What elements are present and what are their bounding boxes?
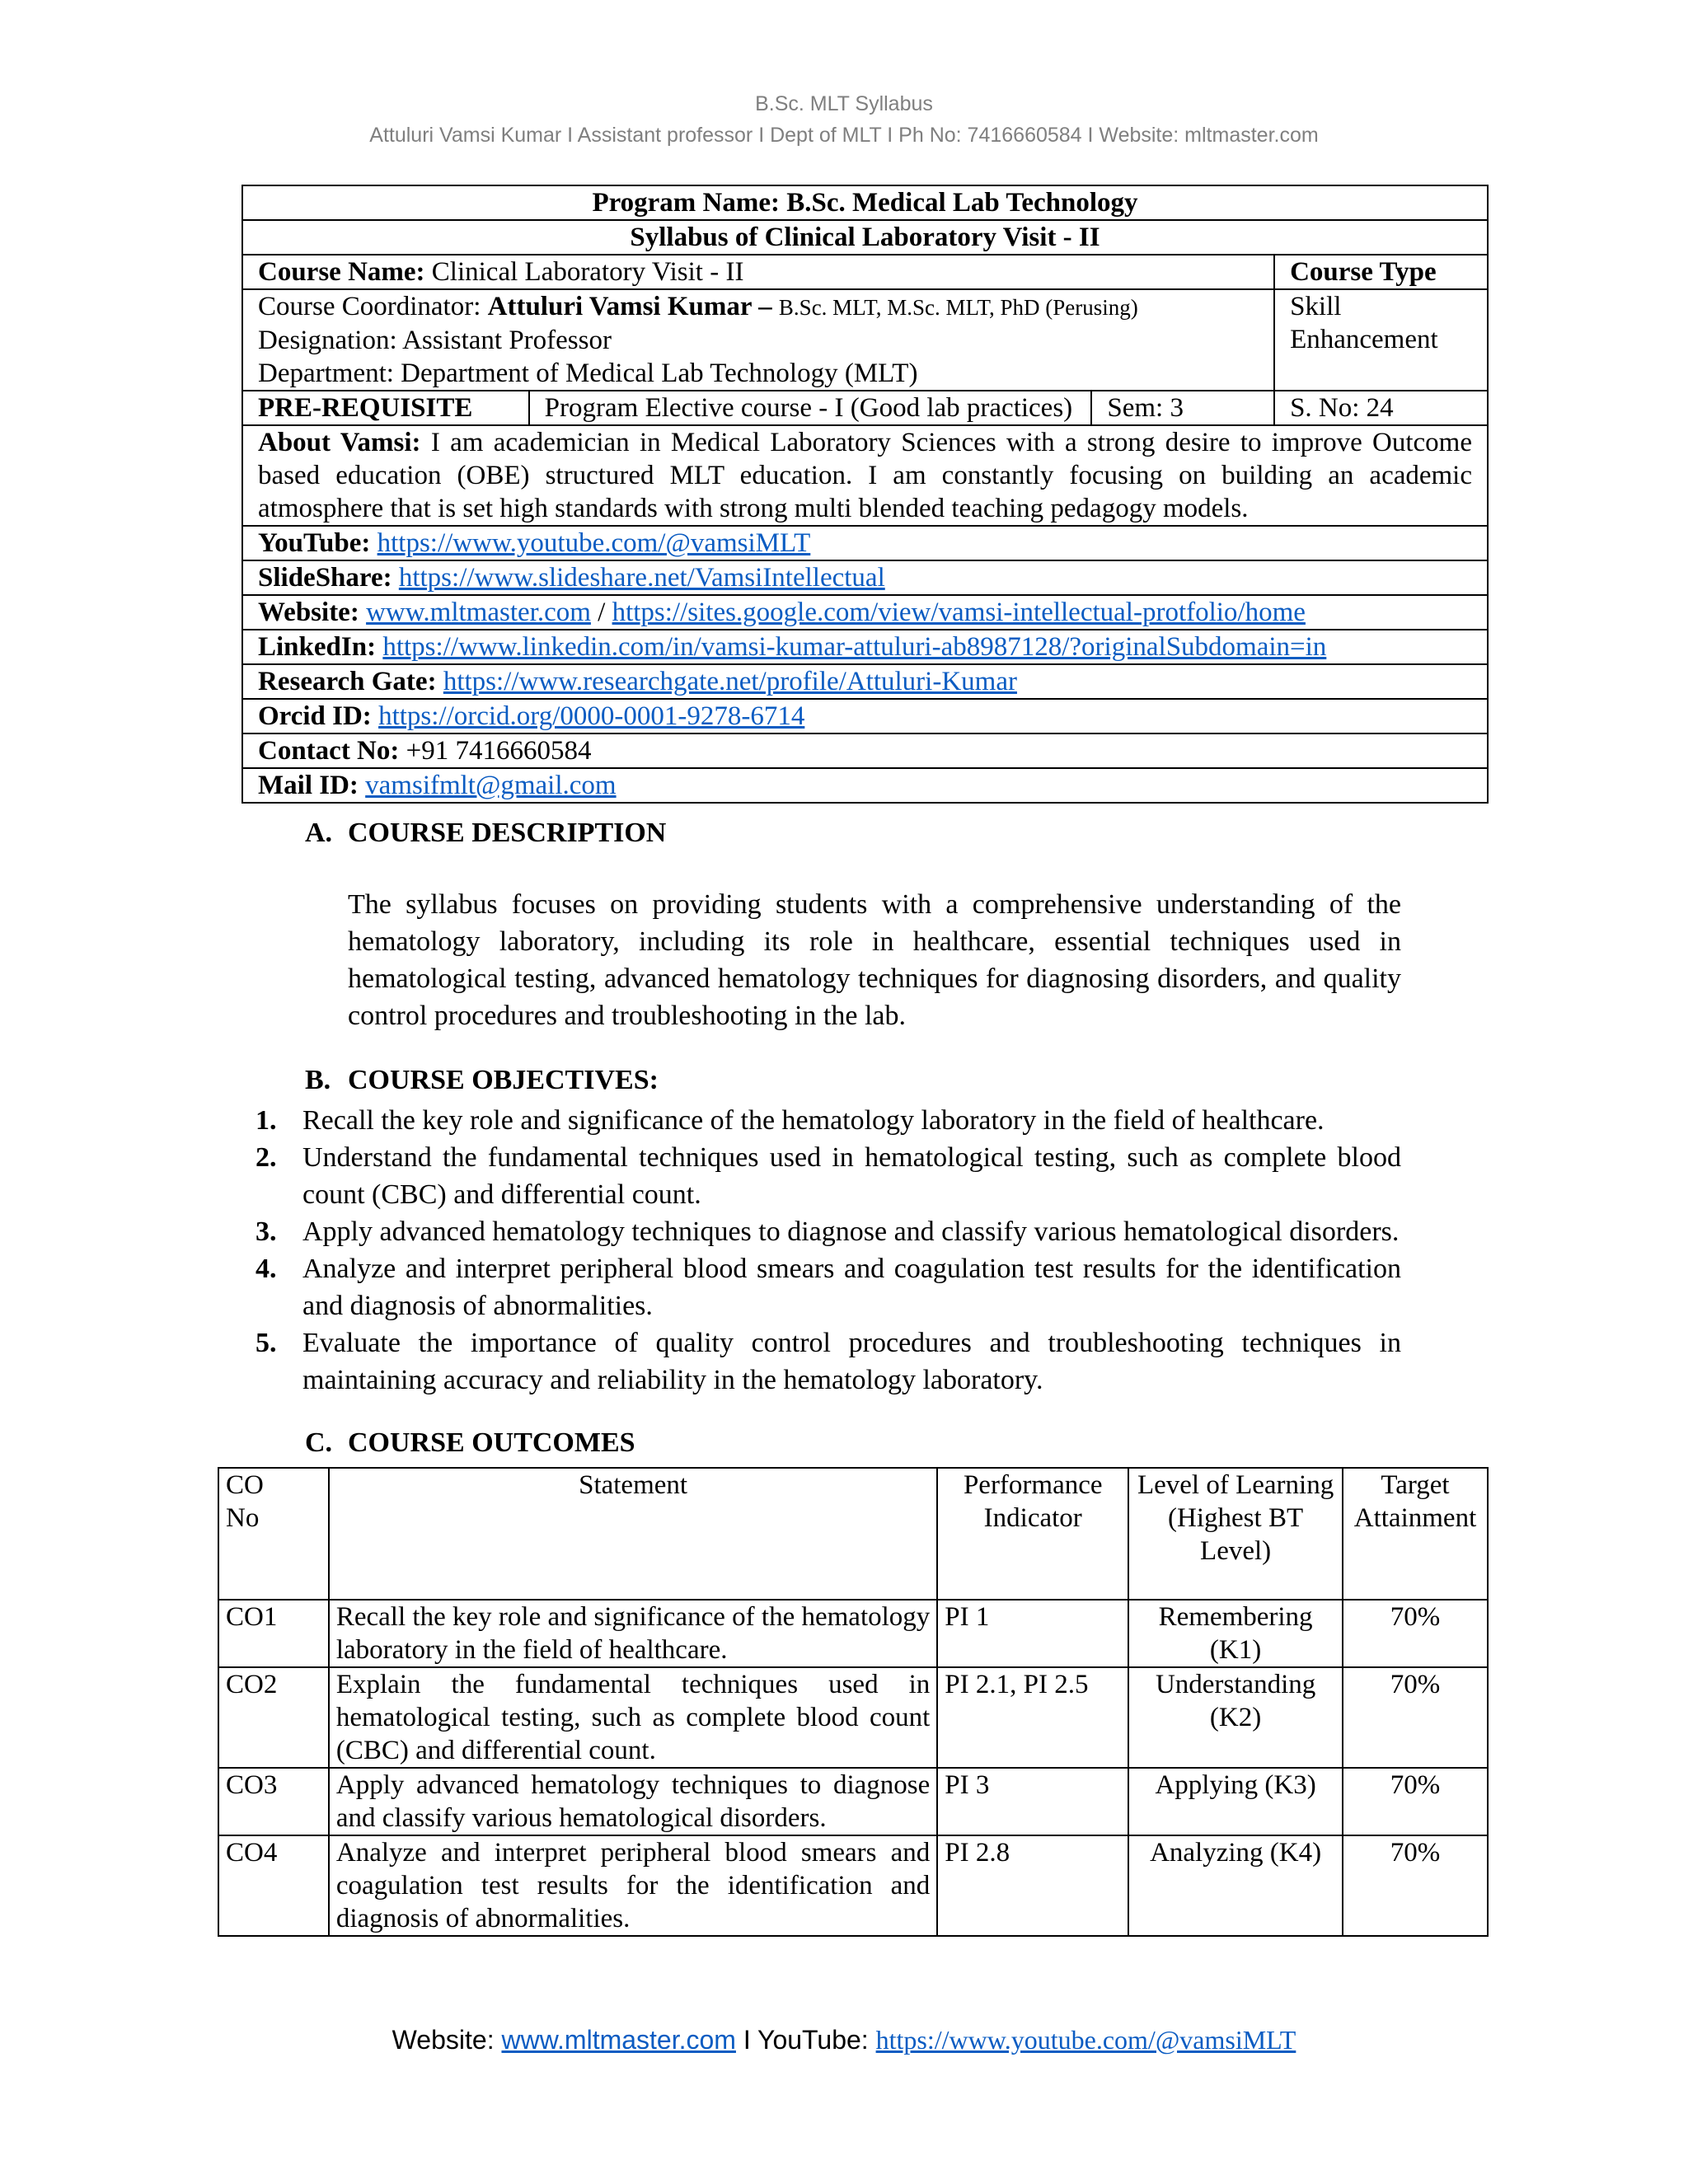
linkedin-link[interactable]: https://www.linkedin.com/in/vamsi-kumar-attuluri-ab8987128/?originalSubdomain=in (382, 632, 1327, 662)
co-number: CO2 (218, 1667, 329, 1768)
co-statement: Recall the key role and significance of the hematology laboratory in the field of healthcare. (329, 1600, 937, 1667)
orcid-link[interactable]: https://orcid.org/0000-0001-9278-6714 (378, 701, 805, 731)
table-row (242, 630, 1488, 664)
footer-website-label: Website: (392, 2025, 502, 2055)
website-link[interactable]: www.mltmaster.com (366, 598, 591, 627)
coordinator-label: Course Coordinator: (258, 292, 481, 321)
orcid-label: Orcid ID: (258, 701, 372, 731)
table-row (242, 220, 1488, 255)
youtube-link[interactable]: https://www.youtube.com/@vamsiMLT (377, 528, 811, 558)
slideshare-cell (242, 560, 1488, 595)
table-row (218, 1768, 1488, 1835)
website-cell (242, 595, 1488, 630)
about-text: I am academician in Medical Laboratory Sciences with a strong desire to improve Outcome based education (OBE) structured MLT education. I am constantly focusing on building an academic atmosphere that is set high standards with strong multi blended teaching pedagogy models. (258, 428, 1473, 523)
header-performance-indicator: Performance Indicator (937, 1468, 1128, 1600)
footer-youtube-link[interactable]: https://www.youtube.com/@vamsiMLT (875, 2025, 1296, 2055)
course-description: The syllabus focuses on providing students with a comprehensive understanding of the hematology laboratory, including its role in healthcare, essential techniques used in hematological testing, advanced hematology techniques for diagnosing disorders, and quality control procedures and troubleshooting in the lab. (348, 889, 1401, 1031)
table-row (242, 526, 1488, 560)
table-row (242, 289, 1488, 391)
website-label: Website: (258, 598, 359, 627)
co-target: 70% (1343, 1835, 1488, 1936)
co-number: CO4 (218, 1835, 329, 1936)
header-co-no: CO No (218, 1468, 329, 1600)
co-statement: Apply advanced hematology techniques to diagnose and classify various hematological disorders. (329, 1768, 937, 1835)
course-type: Skill Enhancement (1274, 289, 1488, 391)
course-name-label: Course Name: (258, 257, 425, 287)
semester: Sem: 3 (1091, 391, 1274, 425)
co-level: Remembering (K1) (1128, 1600, 1343, 1667)
website-separator: / (590, 598, 612, 627)
linkedin-cell (242, 630, 1488, 664)
footer-separator: I YouTube: (735, 2025, 876, 2055)
list-item: 2. Understand the fundamental techniques used in hematological testing, such as complete blood count (CBC) and differential count. (256, 1142, 1401, 1210)
portfolio-link[interactable]: https://sites.google.com/view/vamsi-intellectual-protfolio/home (612, 598, 1306, 627)
section-a-heading: A. COURSE DESCRIPTION (305, 818, 667, 848)
table-header-row (218, 1468, 1488, 1600)
researchgate-link[interactable]: https://www.researchgate.net/profile/Attuluri-Kumar (443, 667, 1017, 696)
prereq-value: Program Elective course - I (Good lab practices) (529, 391, 1092, 425)
orcid-cell (242, 699, 1488, 733)
program-name: Program Name: B.Sc. Medical Lab Technology (242, 185, 1488, 220)
table-row (242, 768, 1488, 803)
youtube-cell (242, 526, 1488, 560)
course-type-label: Course Type (1274, 255, 1488, 289)
researchgate-label: Research Gate: (258, 667, 437, 696)
table-row (218, 1667, 1488, 1768)
course-info-table (241, 185, 1489, 804)
table-row (242, 733, 1488, 768)
contact-cell (242, 733, 1488, 768)
contact-label: Contact No: (258, 736, 400, 766)
co-performance-indicator: PI 3 (937, 1768, 1128, 1835)
mail-cell (242, 768, 1488, 803)
header-level-of-learning: Level of Learning (Highest BT Level) (1128, 1468, 1343, 1600)
table-row (242, 391, 1488, 425)
table-row (242, 595, 1488, 630)
footer-website-link[interactable]: www.mltmaster.com (501, 2025, 736, 2055)
contact-value: +91 7416660584 (406, 736, 592, 766)
table-row (242, 425, 1488, 526)
coordinator-cell (242, 289, 1274, 391)
page-header-title: B.Sc. MLT Syllabus (755, 92, 933, 115)
table-row (218, 1835, 1488, 1936)
prereq-label: PRE-REQUISITE (242, 391, 529, 425)
co-target: 70% (1343, 1768, 1488, 1835)
slideshare-label: SlideShare: (258, 563, 392, 593)
youtube-label: YouTube: (258, 528, 371, 558)
section-c-heading: C. COURSE OUTCOMES (305, 1427, 635, 1458)
serial-number: S. No: 24 (1274, 391, 1488, 425)
department: Department: Department of Medical Lab Technology (MLT) (258, 359, 918, 388)
co-statement: Explain the fundamental techniques used in hematological testing, such as complete blood count (CBC) and differential count. (329, 1667, 937, 1768)
table-row (242, 255, 1488, 289)
co-number: CO1 (218, 1600, 329, 1667)
mail-label: Mail ID: (258, 771, 359, 800)
syllabus-title: Syllabus of Clinical Laboratory Visit - II (242, 220, 1488, 255)
list-item: 1. Recall the key role and significance of the hematology laboratory in the field of healthcare. (256, 1105, 1325, 1136)
page-footer (0, 2025, 1688, 2055)
objectives-list (251, 1102, 1401, 1399)
co-performance-indicator: PI 1 (937, 1600, 1128, 1667)
list-item: 3. Apply advanced hematology techniques to diagnose and classify various hematological disorders. (256, 1216, 1400, 1247)
header-target-attainment: Target Attainment (1343, 1468, 1488, 1600)
header-statement: Statement (329, 1468, 937, 1600)
mail-link[interactable]: vamsifmlt@gmail.com (365, 771, 617, 800)
co-performance-indicator: PI 2.8 (937, 1835, 1128, 1936)
co-target: 70% (1343, 1667, 1488, 1768)
coordinator-name: Attuluri Vamsi Kumar – (487, 292, 772, 321)
table-row (242, 699, 1488, 733)
course-name: Clinical Laboratory Visit - II (431, 257, 744, 287)
course-outcomes-table (218, 1467, 1489, 1937)
list-item: 5. Evaluate the importance of quality control procedures and troubleshooting techniques in maintaining accuracy and reliability in the hematology laboratory. (256, 1328, 1401, 1395)
co-statement: Analyze and interpret peripheral blood smears and coagulation test results for the identification and diagnosis of abnormalities. (329, 1835, 937, 1936)
table-row (242, 185, 1488, 220)
designation: Designation: Assistant Professor (258, 326, 612, 355)
about-cell (242, 425, 1488, 526)
co-performance-indicator: PI 2.1, PI 2.5 (937, 1667, 1128, 1768)
co-level: Understanding (K2) (1128, 1667, 1343, 1768)
page-header-subtitle: Attuluri Vamsi Kumar I Assistant professor I Dept of MLT I Ph No: 7416660584 I Website: mltmaster.com (369, 124, 1319, 147)
coordinator-quals: B.Sc. MLT, M.Sc. MLT, PhD (Perusing) (778, 295, 1138, 320)
researchgate-cell (242, 664, 1488, 699)
about-label: About Vamsi: (258, 428, 421, 457)
linkedin-label: LinkedIn: (258, 632, 377, 662)
co-level: Analyzing (K4) (1128, 1835, 1343, 1936)
table-row (242, 560, 1488, 595)
co-level: Applying (K3) (1128, 1768, 1343, 1835)
table-row (242, 664, 1488, 699)
list-item: 4. Analyze and interpret peripheral blood smears and coagulation test results for the identification and diagnosis of abnormalities. (256, 1254, 1401, 1321)
co-target: 70% (1343, 1600, 1488, 1667)
slideshare-link[interactable]: https://www.slideshare.net/VamsiIntellectual (398, 563, 885, 593)
table-row (218, 1600, 1488, 1667)
course-name-cell (242, 255, 1274, 289)
section-b-heading: B. COURSE OBJECTIVES: (305, 1065, 659, 1095)
co-number: CO3 (218, 1768, 329, 1835)
